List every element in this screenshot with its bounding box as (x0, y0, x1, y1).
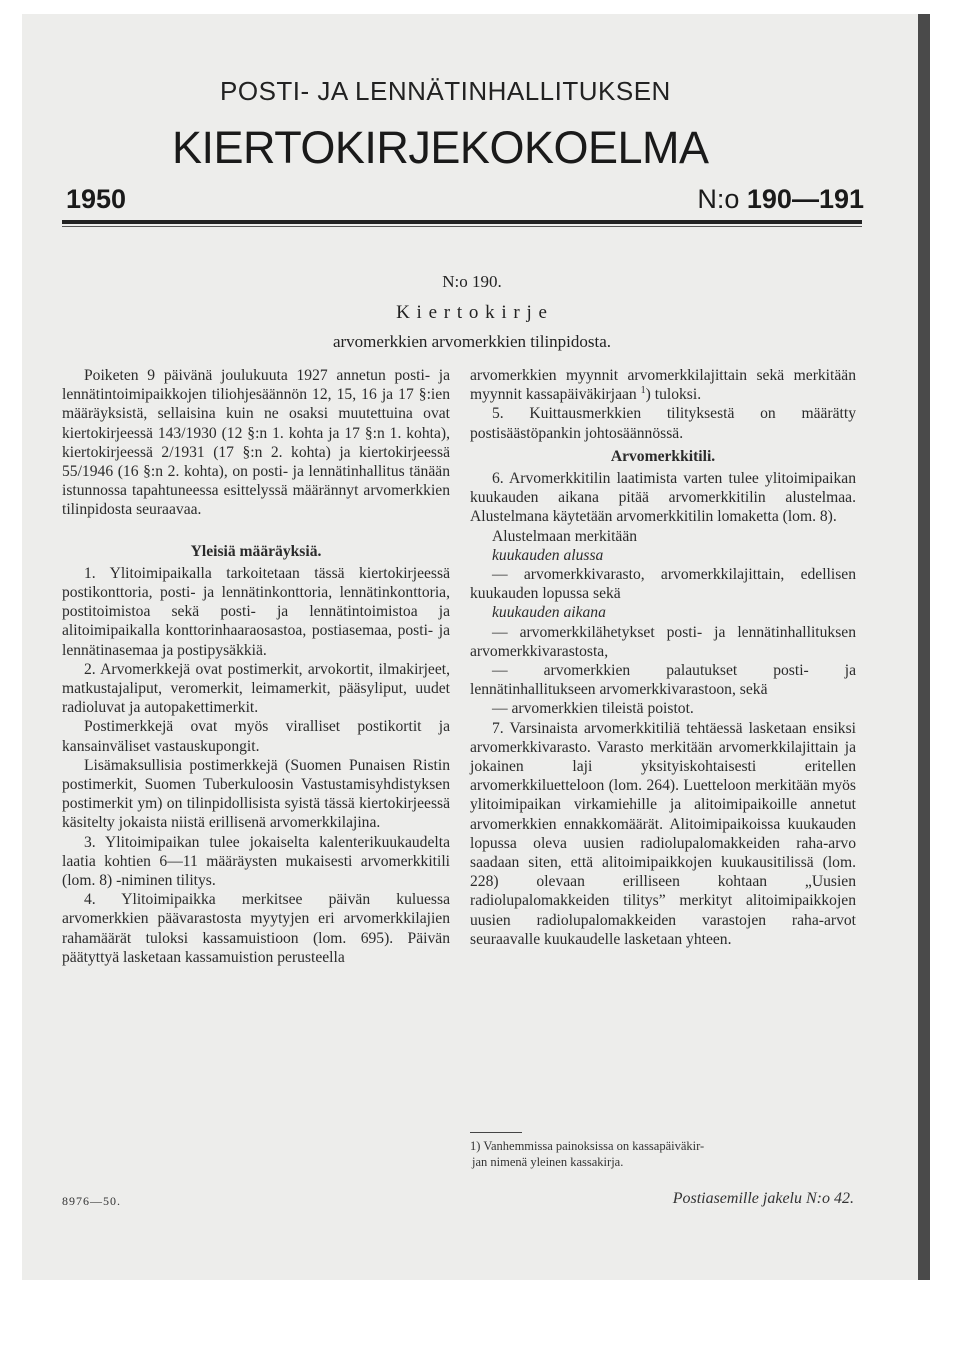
collection-title: KIERTOKIRJEKOKOELMA (172, 122, 709, 173)
number-range: 190—191 (746, 184, 864, 214)
intro-paragraph: Poiketen 9 päivänä joulukuuta 1927 annetun posti- ja lennätintoimipaikkojen tiliohjesäännön 12, 15, 16 ja 17 §:ien määräyksistä, sellaisina kuin ne osaksi muutettuina ovat kiertokirjeessä 143/1930 (12 §:n 1. kohta ja 17 §:n 1. kohta), kiertokirjeessä 2/1931 (17 §:n 2. kohta) ja kiertokirjeessä 55/1946 (16 §:n 2. kohta), on posti- ja lennätinhallitus tänään istunnossa tapahtuneessa esittelyssä määrännyt arvomerkkien tilinpidosta seuraavaa. (62, 367, 450, 519)
paragraph-7: 7. Varsinaista arvomerkkitiliä tehtäessä lasketaan ensiksi arvomerkkivarasto. Varasto merkitään arvomerkkilajittain ja jokainen laji yksityiskohtaisesti eritellen arvomerkkiluetteloon (lom. 264). Luetteloon merkitään myös ylitoimipaikan virkamiehille ja alitoimipaikoille annetut arvomerkkien ennakkomäärät. Alitoimipaikoissa kuukauden lopussa oleva uusien radiolupalomakkeiden raha-arvo saadaan siten, että alitoimipaikkojen kuukausitilissä (lom. 228) olevaan erilliseen kohtaan „Uusien radiolupalomakkeiden tilitys” merkityt alitoimipaikkojen uusien radiolupalomakkeiden varastojen raha-arvot seuraavalle kuukaudelle lasketaan yhteen. (470, 719, 856, 948)
footnote-marker: 1) (470, 1139, 481, 1153)
start-of-month-label (470, 546, 856, 565)
year-label: 1950 (66, 184, 127, 214)
section-heading-account: Arvomerkkitili. (610, 447, 716, 465)
distribution-note: Postiasemille jakelu N:o 42. (672, 1190, 854, 1207)
continuation-text (470, 366, 856, 404)
document-page (22, 14, 930, 1280)
footnote-line-2: jan nimenä yleinen kassakirja. (472, 1155, 624, 1169)
circular-subject-text: arvomerkkien tilinpidosta. (431, 332, 612, 351)
circular-subject: arvomerkkien arvomerkkien tilinpidosta. (332, 332, 612, 351)
paragraph-6: 6. Arvomerkkitilin laatimista varten tulee ylitoimipaikan kuukauden aikana pitää arvomerkkitilin alustelmaa. Alustelmana käytetään arvomerkkitilin lomaketta (lom. 8). (470, 470, 856, 526)
continuation-body: arvomerkkien myynnit arvomerkkilajittain sekä merkitään myynnit kassapäiväkirjaan (470, 367, 856, 404)
paragraph-1: 1. Ylitoimipaikalla tarkoitetaan tässä kiertokirjeessä postikonttoria, posti- ja lennätinkonttoria, lennätinkonttoria, postitoimistoa sekä posti- ja lennätintoimistoa ja alitoimipaikalla konttorinhaaraosastoa, postiasemaa, posti- ja lennätinasemaa ja postipysäkkiä. (62, 564, 450, 659)
section-heading-general: Yleisiä määräyksiä. (190, 542, 322, 560)
item-stock: — arvomerkkivarasto, arvomerkkilajittain, edellisen kuukauden lopussa sekä (470, 566, 856, 603)
during-month-label (470, 603, 856, 622)
paragraph-3: 3. Ylitoimipaikan tulee jokaiselta kalenterikuukaudelta laatia kohtien 6—11 määräysten mukaisesti arvomerkkitili (lom. 8) -niminen tilitys. (62, 833, 450, 890)
circular-type: K i e r t o k i r j e (396, 302, 548, 323)
alustelmaan-line: Alustelmaan merkitään (492, 527, 638, 545)
item-shipments: — arvomerkkilähetykset posti- ja lennätinhallituksen arvomerkkivarastosta, (470, 623, 856, 660)
circular-number: N:o 190. (442, 272, 502, 291)
header-rule-thin (62, 226, 862, 227)
footnote-text-1: Vanhemmissa painoksissa on kassapäiväkir- (483, 1139, 705, 1153)
footnote-rule (470, 1132, 522, 1133)
scan-edge-bar (918, 14, 930, 1280)
item-returns: — arvomerkkien palautukset posti- ja lennätinhallitukseen arvomerkkivarastoon, sekä (470, 662, 856, 699)
item-writeoffs: — arvomerkkien tileistä poistot. (492, 700, 694, 718)
paragraph-5: 5. Kuittausmerkkien tilityksestä on määrätty postisäästöpankin johtosäännössä. (470, 405, 856, 442)
paragraph-4: 4. Ylitoimipaikka merkitsee päivän kuluessa arvomerkkien päävarastosta myytyjen eri arvomerkkilajien rahamäärät tuloksi kassamuistioon (lom. 695). Päivän päätyttyä lasketaan kassamuistion perusteella (62, 891, 450, 966)
footnote (470, 1138, 870, 1170)
number-prefix: N:o (697, 184, 740, 214)
paragraph-2: 2. Arvomerkkejä ovat postimerkit, arvokortit, ilmakirjeet, matkustajaliput, veromerkit, leimamerkit, pääsyliput, uudet radioluvat ja autopakettimerkit. (62, 660, 450, 717)
print-code: 8976—50. (62, 1194, 121, 1208)
during-month-text: kuukauden aikana (492, 604, 606, 622)
footnote-ref: 1 (640, 385, 646, 397)
start-of-month-text: kuukauden alussa (492, 546, 604, 564)
continuation-end: ) tuloksi. (645, 386, 702, 404)
paragraph-2c: Lisämaksullisia postimerkkejä (Suomen Punaisen Ristin postimerkit, Suomen Tuberkuloosin Vastustamisyhdistyksen postimerkit ym) on tilinpidollisista syistä tässä kiertokirjeessä käsitelty jokaista niistä erillisenä arvomerkkilajina. (62, 756, 450, 832)
issue-numbers (697, 184, 864, 215)
header-rule (62, 220, 862, 224)
publisher-heading: POSTI- JA LENNÄTINHALLITUKSEN (220, 76, 671, 106)
footnote-line-1 (470, 1138, 870, 1154)
left-column (62, 366, 450, 967)
right-column (470, 366, 856, 949)
paragraph-2b: Postimerkkejä ovat myös viralliset postikortit ja kansainväliset vastauskupongit. (62, 718, 450, 755)
